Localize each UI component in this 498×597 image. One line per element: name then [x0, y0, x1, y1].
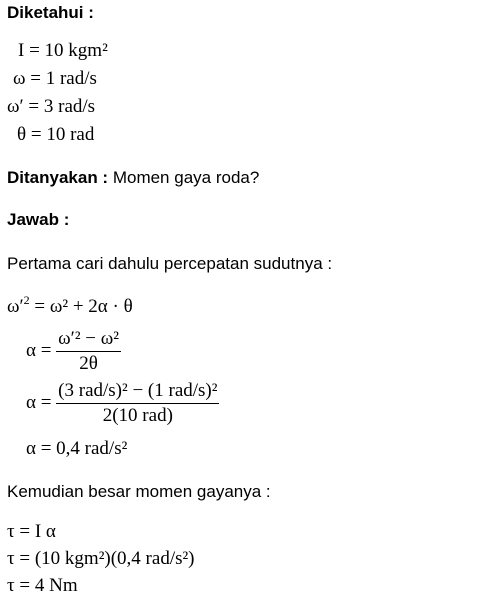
known-theta: θ = 10 rad [17, 124, 95, 145]
known-inertia: I = 10 kgm² [18, 40, 108, 61]
step1-text: Pertama cari dahulu percepatan sudutnya : [7, 254, 333, 273]
eq-tau-result: τ = 4 Nm [7, 575, 78, 596]
eq-tau-substitution: τ = (10 kgm²)(0,4 rad/s²) [7, 548, 195, 569]
eq3-denominator: 2(10 rad) [102, 405, 173, 426]
eq2-fraction [56, 328, 121, 375]
ditanyakan-heading: Ditanyakan : [7, 168, 109, 187]
eq1-left: ω′ [7, 296, 24, 317]
eq2-denominator: 2θ [79, 353, 98, 374]
eq3-numerator: (3 rad/s)² − (1 rad/s)² [56, 380, 219, 404]
eq1-right: = ω² + 2α · θ [34, 296, 133, 317]
step2-text: Kemudian besar momen gayanya : [7, 482, 271, 501]
eq-alpha-formula [26, 328, 121, 375]
eq-alpha-result: α = 0,4 rad/s² [26, 438, 128, 459]
eq-tau-definition: τ = I α [7, 521, 56, 542]
eq2-lhs: α = [26, 339, 52, 361]
jawab-heading: Jawab : [7, 210, 70, 229]
ditanyakan-text: Momen gaya roda? [112, 168, 260, 187]
diketahui-heading: Diketahui : [7, 3, 94, 22]
eq-omega-squared [7, 293, 133, 318]
eq3-fraction [56, 380, 219, 427]
ditanyakan-line [7, 167, 259, 189]
eq3-lhs: α = [26, 391, 52, 413]
eq1-left-exp: 2 [23, 293, 30, 307]
known-omega-prime: ω′ = 3 rad/s [7, 96, 96, 117]
eq-alpha-substitution [26, 380, 219, 427]
known-omega: ω = 1 rad/s [13, 68, 97, 89]
eq2-numerator: ω′² − ω² [56, 328, 121, 352]
